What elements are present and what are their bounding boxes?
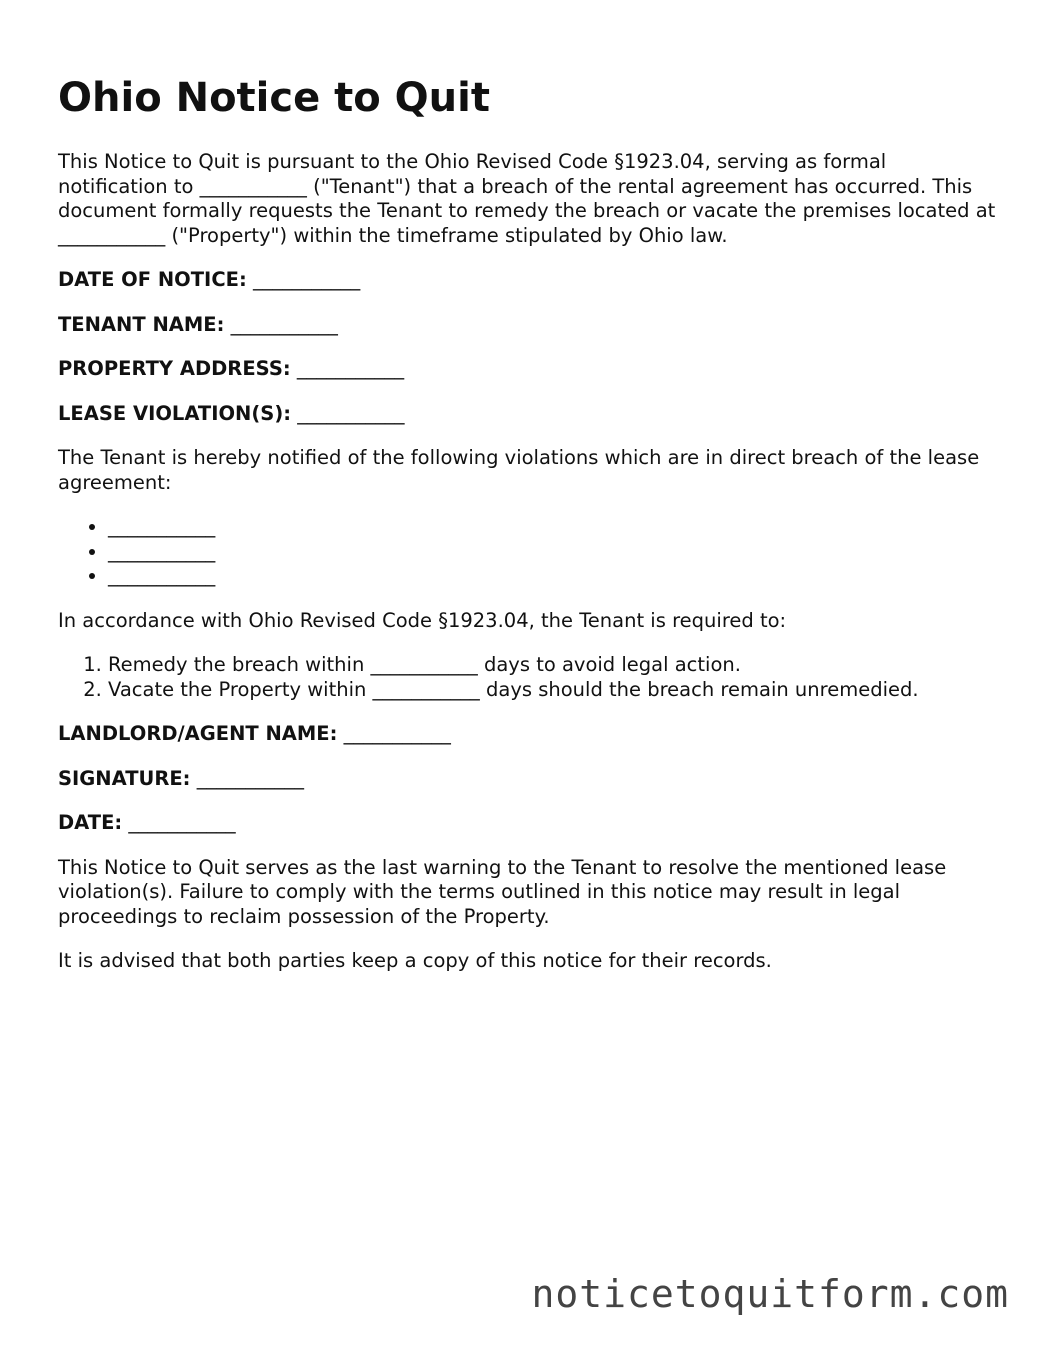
list-item: • ___________ bbox=[108, 515, 998, 540]
requirements-intro: In accordance with Ohio Revised Code §1923.04, the Tenant is required to: bbox=[58, 608, 787, 632]
requirements-list bbox=[58, 653, 998, 702]
property-address-field bbox=[58, 357, 998, 382]
date-of-notice-field bbox=[58, 268, 998, 293]
watermark: noticetoquitform.com bbox=[531, 1272, 1009, 1316]
list-item: • ___________ bbox=[108, 564, 998, 589]
tenant-name-blank: ___________ bbox=[230, 312, 338, 336]
date-label: DATE: bbox=[58, 811, 123, 834]
lease-violations-blank: ___________ bbox=[297, 401, 405, 425]
list-item: 2. Vacate the Property within ___________ days should the breach remain unremedied. bbox=[108, 678, 998, 703]
tenant-name-field bbox=[58, 313, 998, 338]
signature-label: SIGNATURE: bbox=[58, 766, 191, 790]
closing-paragraph: This Notice to Quit serves as the last warning to the Tenant to resolve the mentioned lease violation(s). Failure to comply with the terms outlined in this notice may result in legal proceedings to reclaim possession of the Property. bbox=[58, 855, 947, 928]
signature-field bbox=[58, 767, 998, 792]
property-address-label: PROPERTY ADDRESS: bbox=[58, 357, 291, 380]
date-of-notice-label: DATE OF NOTICE: bbox=[58, 268, 247, 291]
list-item: • ___________ bbox=[108, 540, 998, 565]
lease-violations-field bbox=[58, 402, 998, 427]
list-item: 1. Remedy the breach within ___________ days to avoid legal action. bbox=[108, 653, 998, 678]
intro-paragraph: This Notice to Quit is pursuant to the Ohio Revised Code §1923.04, serving as formal notification to ___________ ("Tenant") that a breach of the rental agreement has occurred. This document formally requests the Tenant to remedy the breach or vacate the premises located at ___________ ("Property") within the timeframe stipulated by Ohio law. bbox=[58, 150, 996, 247]
violations-intro: The Tenant is hereby notified of the following violations which are in direct breach of the lease agreement: bbox=[58, 446, 980, 494]
date-field bbox=[58, 811, 998, 836]
advice-paragraph: It is advised that both parties keep a copy of this notice for their records. bbox=[58, 949, 772, 972]
document-title: Ohio Notice to Quit bbox=[58, 75, 490, 121]
signature-blank: ___________ bbox=[196, 766, 304, 790]
tenant-name-label: TENANT NAME: bbox=[58, 312, 225, 336]
document-page bbox=[58, 74, 998, 994]
landlord-agent-name-field bbox=[58, 722, 998, 747]
property-address-blank: ___________ bbox=[296, 357, 405, 380]
lease-violations-label: LEASE VIOLATION(S): bbox=[58, 401, 292, 425]
violations-list bbox=[58, 515, 998, 589]
date-of-notice-blank: ___________ bbox=[252, 268, 361, 291]
landlord-agent-name-blank: ___________ bbox=[343, 722, 451, 745]
date-blank: ___________ bbox=[128, 811, 236, 834]
landlord-agent-name-label: LANDLORD/AGENT NAME: bbox=[58, 722, 338, 745]
